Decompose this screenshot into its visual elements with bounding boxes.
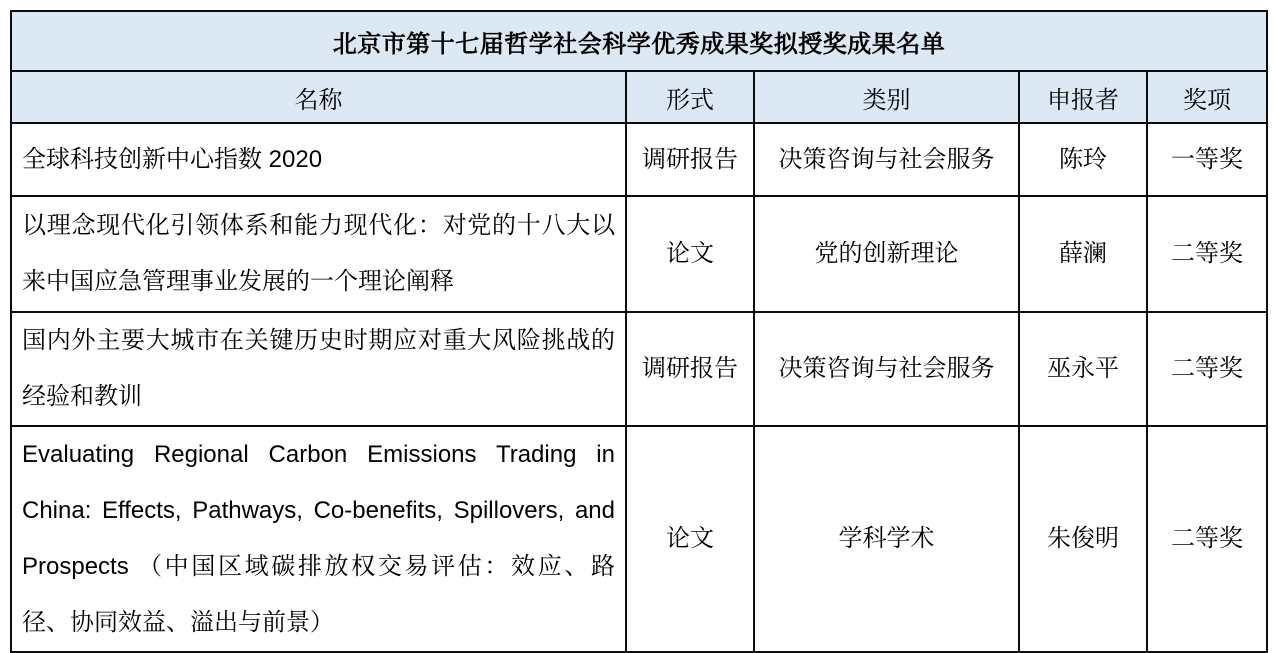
cell-form: 论文 bbox=[626, 196, 754, 312]
awards-table bbox=[10, 10, 1268, 653]
cell-form: 调研报告 bbox=[626, 312, 754, 426]
cell-name: 以理念现代化引领体系和能力现代化：对党的十八大以来中国应急管理事业发展的一个理论阐释 bbox=[11, 196, 626, 312]
column-header-applicant: 申报者 bbox=[1019, 71, 1147, 123]
cell-name: 国内外主要大城市在关键历史时期应对重大风险挑战的经验和教训 bbox=[11, 312, 626, 426]
cell-applicant: 薛澜 bbox=[1019, 196, 1147, 312]
cell-award: 二等奖 bbox=[1147, 426, 1267, 652]
cell-form: 论文 bbox=[626, 426, 754, 652]
cell-category: 决策咨询与社会服务 bbox=[754, 123, 1019, 196]
column-header-name: 名称 bbox=[11, 71, 626, 123]
cell-applicant: 陈玲 bbox=[1019, 123, 1147, 196]
table-header-row bbox=[11, 71, 1267, 123]
cell-award: 一等奖 bbox=[1147, 123, 1267, 196]
cell-category: 决策咨询与社会服务 bbox=[754, 312, 1019, 426]
table-row bbox=[11, 123, 1267, 196]
cell-form: 调研报告 bbox=[626, 123, 754, 196]
table-row bbox=[11, 312, 1267, 426]
table-title-row bbox=[11, 11, 1267, 71]
cell-applicant: 巫永平 bbox=[1019, 312, 1147, 426]
table-row bbox=[11, 426, 1267, 652]
cell-award: 二等奖 bbox=[1147, 312, 1267, 426]
table-title: 北京市第十七届哲学社会科学优秀成果奖拟授奖成果名单 bbox=[11, 11, 1267, 71]
cell-applicant: 朱俊明 bbox=[1019, 426, 1147, 652]
table-row bbox=[11, 196, 1267, 312]
cell-award: 二等奖 bbox=[1147, 196, 1267, 312]
column-header-category: 类别 bbox=[754, 71, 1019, 123]
column-header-form: 形式 bbox=[626, 71, 754, 123]
cell-name: 全球科技创新中心指数 2020 bbox=[11, 123, 626, 196]
column-header-award: 奖项 bbox=[1147, 71, 1267, 123]
cell-name: Evaluating Regional Carbon Emissions Trading in China: Effects, Pathways, Co-benefits, Spillovers, and Prospects （中国区域碳排放权交易评估：效应、路径、协同效益、溢出与前景） bbox=[11, 426, 626, 652]
cell-category: 学科学术 bbox=[754, 426, 1019, 652]
cell-category: 党的创新理论 bbox=[754, 196, 1019, 312]
